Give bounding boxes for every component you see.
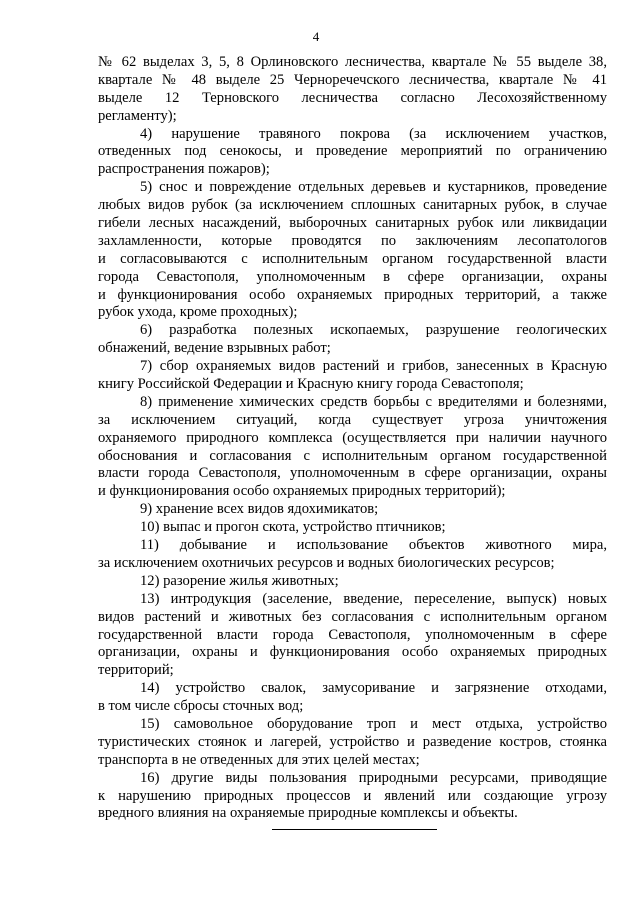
text-line: охраняемого природного комплекса (осуществляется при наличии научного bbox=[98, 429, 607, 446]
text-line: распространения пожаров); bbox=[98, 161, 270, 178]
paragraph bbox=[98, 716, 607, 770]
paragraph bbox=[98, 358, 607, 394]
text-line: за исключением ситуаций, когда существует угроза уничтожения bbox=[98, 411, 607, 428]
text-line: рубок ухода, кроме проходных); bbox=[98, 304, 298, 321]
text-line: вредного влияния на охраняемые природные комплексы и объекты. bbox=[98, 805, 518, 822]
text-line: № 62 выделах 3, 5, 8 Орлиновского лесничества, квартале № 55 выделе 38, bbox=[98, 54, 607, 70]
text-line: книгу Российской Федерации и Красную книгу города Севастополя; bbox=[98, 376, 524, 393]
closing-rule bbox=[272, 829, 437, 830]
paragraph bbox=[98, 394, 607, 501]
text-line: за исключением охотничьих ресурсов и водных биологических ресурсов; bbox=[98, 554, 555, 571]
text-line: видов растений и животных без согласования с исполнительным органом bbox=[98, 608, 607, 625]
text-line: выделе 12 Терновского лесничества согласно Лесохозяйственному bbox=[98, 89, 607, 106]
text-line: 5) снос и повреждение отдельных деревьев и кустарников, проведение bbox=[140, 179, 607, 196]
text-line: обнажений, ведение взрывных работ; bbox=[98, 340, 331, 357]
text-line: и функционирования особо охраняемых природных территорий); bbox=[98, 483, 506, 500]
text-line: захламленности, которые проводятся по заключениям лесопатологов bbox=[98, 232, 607, 249]
paragraph bbox=[98, 591, 607, 680]
text-line: 6) разработка полезных ископаемых, разрушение геологических bbox=[140, 322, 607, 339]
text-line: 15) самовольное оборудование троп и мест отдыха, устройство bbox=[140, 715, 607, 732]
paragraph bbox=[98, 770, 607, 824]
text-line: и функционирования особо охраняемых природных территорий, а также bbox=[98, 286, 607, 303]
text-line: обоснования и согласования с исполнительным органом государственной bbox=[98, 447, 607, 464]
text-line: территорий; bbox=[98, 662, 174, 679]
text-line: власти города Севастополя, уполномоченным в сфере организации, охраны bbox=[98, 465, 607, 482]
document-body bbox=[98, 54, 607, 823]
paragraph bbox=[98, 126, 607, 180]
text-line: 10) выпас и прогон скота, устройство птичников; bbox=[140, 519, 446, 536]
page-number: 4 bbox=[312, 29, 320, 44]
paragraph bbox=[98, 519, 607, 537]
text-line: и согласовываются с исполнительным органом государственной власти bbox=[98, 250, 607, 267]
paragraph bbox=[98, 179, 607, 322]
paragraph bbox=[98, 680, 607, 716]
paragraph bbox=[98, 537, 607, 573]
text-line: в том числе сбросы сточных вод; bbox=[98, 698, 304, 715]
text-line: организации, охраны и функционирования особо охраняемых природных bbox=[98, 644, 607, 661]
text-line: транспорта в не отведенных для этих целей местах; bbox=[98, 751, 420, 768]
text-line: 4) нарушение травяного покрова (за исключением участков, bbox=[140, 125, 607, 142]
text-line: 8) применение химических средств борьбы с вредителями и болезнями, bbox=[140, 393, 607, 410]
text-line: 12) разорение жилья животных; bbox=[140, 572, 339, 589]
text-line: города Севастополя, уполномоченным в сфере организации, охраны bbox=[98, 268, 607, 285]
paragraph bbox=[98, 501, 607, 519]
text-line: 7) сбор охраняемых видов растений и грибов, занесенных в Красную bbox=[140, 358, 607, 375]
text-line: любых видов рубок (за исключением сплошных санитарных рубок, в случае bbox=[98, 197, 607, 214]
paragraph bbox=[98, 54, 607, 126]
text-line: к нарушению природных процессов и явлений или создающие угрозу bbox=[98, 787, 607, 804]
paragraph bbox=[98, 322, 607, 358]
text-line: гибели лесных насаждений, выборочных санитарных рубок или ликвидации bbox=[98, 215, 607, 232]
text-line: 16) другие виды пользования природными ресурсами, приводящие bbox=[140, 769, 607, 786]
text-line: квартале № 48 выделе 25 Черноречечского лесничества, квартале № 41 bbox=[98, 71, 607, 88]
text-line: 11) добывание и использование объектов животного мира, bbox=[140, 537, 607, 554]
text-line: туристических стоянок и лагерей, устройство и разведение костров, стоянка bbox=[98, 733, 607, 750]
text-line: отведенных под сенокосы, и проведение мероприятий по ограничению bbox=[98, 143, 607, 160]
text-line: 14) устройство свалок, замусоривание и загрязнение отходами, bbox=[140, 680, 607, 697]
text-line: государственной власти города Севастополя, уполномоченным в сфере bbox=[98, 626, 607, 643]
text-line: 9) хранение всех видов ядохимикатов; bbox=[140, 501, 379, 518]
text-line: 13) интродукция (заселение, введение, переселение, выпуск) новых bbox=[140, 590, 607, 607]
paragraph bbox=[98, 573, 607, 591]
text-line: регламенту); bbox=[98, 107, 177, 124]
